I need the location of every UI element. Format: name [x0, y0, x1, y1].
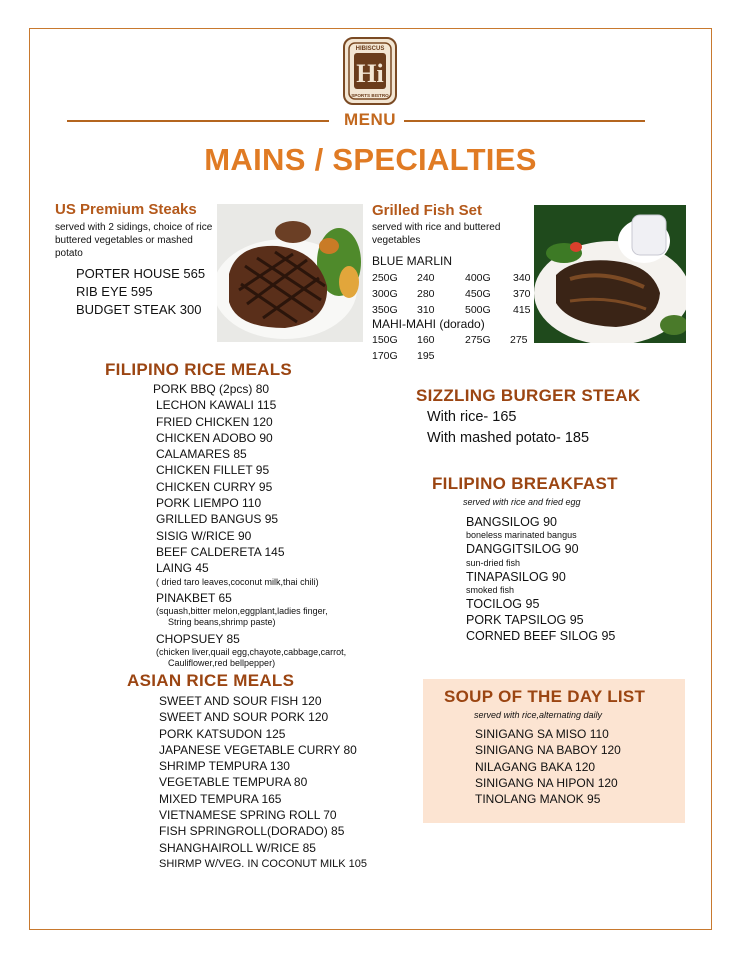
menu-item: LAING 45: [156, 561, 209, 576]
filipino-rice-list: [153, 381, 346, 669]
menu-item: TINOLANG MANOK 95: [475, 792, 601, 807]
menu-item: CHICKEN CURRY 95: [156, 479, 273, 494]
mahi-label: MAHI-MAHI (dorado): [372, 317, 485, 331]
price-cell: 370: [513, 288, 531, 300]
menu-item: TOCILOG 95: [466, 596, 540, 611]
price-cell: 300G: [372, 288, 398, 300]
menu-item: SWEET AND SOUR FISH 120: [159, 694, 322, 708]
mahi-prices: [372, 332, 550, 364]
fish-description: served with rice and buttered vegetables: [372, 222, 501, 246]
menu-item: With rice- 165: [427, 409, 517, 425]
menu-item: CHICKEN ADOBO 90: [156, 430, 273, 445]
menu-rule-right: [404, 120, 645, 122]
menu-item: VEGETABLE TEMPURA 80: [159, 775, 308, 790]
menu-item: CALAMARES 85: [156, 447, 247, 462]
menu-item: PORK TAPSILOG 95: [466, 613, 584, 628]
item-note: (squash,bitter melon,eggplant,ladies finger, String beans,shrimp paste): [156, 605, 328, 627]
breakfast-list: [466, 514, 615, 645]
price-cell: 500G: [465, 304, 491, 316]
menu-item: FRIED CHICKEN 120: [156, 414, 273, 429]
menu-item: SHRIMP TEMPURA 130: [159, 759, 290, 774]
price-cell: 195: [417, 350, 435, 362]
asian-rice-heading: ASIAN RICE MEALS: [127, 671, 295, 690]
price-cell: 275G: [465, 334, 491, 346]
blue-marlin-label: BLUE MARLIN: [372, 254, 453, 268]
menu-item: SINIGANG NA HIPON 120: [475, 775, 618, 790]
menu-item: GRILLED BANGUS 95: [156, 512, 279, 527]
menu-item: CORNED BEEF SILOG 95: [466, 629, 616, 644]
price-cell: [510, 348, 550, 364]
steaks-description: served with 2 sidings, choice of rice buttered vegetables or mashed potato: [55, 222, 213, 259]
price-cell: 350G: [372, 304, 398, 316]
menu-rule-left: [67, 120, 329, 122]
breakfast-subtitle: served with rice and fried egg: [463, 497, 581, 507]
price-cell: 340: [513, 272, 531, 284]
asian-rice-list: [159, 693, 367, 872]
steaks-heading: US Premium Steaks: [55, 201, 197, 218]
soup-subtitle: served with rice,alternating daily: [474, 710, 603, 720]
price-cell: 250G: [372, 272, 398, 284]
steak-item: RIB EYE 595: [76, 284, 153, 299]
menu-item: With mashed potato- 185: [427, 430, 590, 446]
menu-item: SINIGANG SA MISO 110: [475, 727, 609, 741]
menu-item: SHIRMP W/VEG. IN COCONUT MILK 105: [159, 857, 368, 870]
price-cell: 170G: [372, 350, 398, 362]
menu-item: LECHON KAWALI 115: [156, 398, 277, 413]
menu-item: CHOPSUEY 85: [156, 631, 240, 646]
menu-item: MIXED TEMPURA 165: [159, 791, 282, 806]
item-note: (chicken liver,quail egg,chayote,cabbage,carrot, Cauliflower,red bellpepper): [156, 647, 347, 669]
price-cell: 310: [417, 304, 435, 316]
item-note: smoked fish: [466, 584, 515, 595]
price-cell: 150G: [372, 334, 398, 346]
price-cell: 400G: [465, 272, 491, 284]
menu-item: BEEF CALDERETA 145: [156, 544, 285, 559]
price-cell: 160: [417, 334, 435, 346]
steak-photo: [217, 204, 363, 342]
menu-item: CHICKEN FILLET 95: [156, 463, 270, 478]
menu-item: BANGSILOG 90: [466, 515, 558, 529]
burger-heading: SIZZLING BURGER STEAK: [416, 386, 641, 405]
fish-heading: Grilled Fish Set: [372, 202, 483, 219]
logo-ring-top: HIBISCUS: [355, 46, 385, 52]
menu-item: TINAPASILOG 90: [466, 569, 566, 584]
burger-list: [427, 407, 589, 449]
breakfast-heading: FILIPINO BREAKFAST: [432, 474, 618, 493]
price-cell: 240: [417, 272, 435, 284]
price-cell: 275: [510, 334, 528, 346]
menu-item: PORK LIEMPO 110: [156, 496, 262, 511]
menu-item: SWEET AND SOUR PORK 120: [159, 710, 329, 725]
menu-label: MENU: [343, 110, 397, 129]
blue-marlin-prices: [372, 270, 553, 318]
filipino-rice-heading: FILIPINO RICE MEALS: [105, 360, 293, 379]
menu-item: PORK KATSUDON 125: [159, 726, 286, 741]
menu-item: PORK BBQ (2pcs) 80: [153, 382, 270, 396]
steaks-list: [76, 265, 205, 319]
menu-item: FISH SPRINGROLL(DORADO) 85: [159, 824, 345, 839]
menu-item: DANGGITSILOG 90: [466, 542, 579, 557]
logo-text: Hi: [356, 59, 384, 88]
page-title: MAINS / SPECIALTIES: [204, 142, 537, 177]
item-note: ( dried taro leaves,coconut milk,thai chili): [156, 576, 319, 587]
price-cell: 415: [513, 304, 531, 316]
item-note: sun-dried fish: [466, 557, 521, 568]
soup-heading: SOUP OF THE DAY LIST: [444, 687, 646, 706]
price-cell: 280: [417, 288, 435, 300]
logo-ring-bottom: SPORTS BISTRO: [351, 93, 389, 98]
menu-item: SHANGHAIROLL W/RICE 85: [159, 840, 316, 855]
price-cell: 450G: [465, 288, 491, 300]
menu-item: SINIGANG NA BABOY 120: [475, 743, 621, 758]
menu-item: NILAGANG BAKA 120: [475, 759, 596, 774]
steak-item: BUDGET STEAK 300: [76, 302, 202, 317]
menu-item: PINAKBET 65: [156, 590, 232, 605]
steak-item: PORTER HOUSE 565: [76, 266, 206, 281]
menu-item: VIETNAMESE SPRING ROLL 70: [159, 808, 337, 823]
menu-item: SISIG W/RICE 90: [156, 528, 252, 543]
soup-list: [475, 726, 621, 807]
hibiscus-logo: [342, 36, 398, 106]
item-note: boneless marinated bangus: [466, 530, 577, 541]
menu-item: JAPANESE VEGETABLE CURRY 80: [159, 742, 357, 757]
fish-photo: [534, 205, 686, 343]
price-cell: [465, 348, 510, 364]
